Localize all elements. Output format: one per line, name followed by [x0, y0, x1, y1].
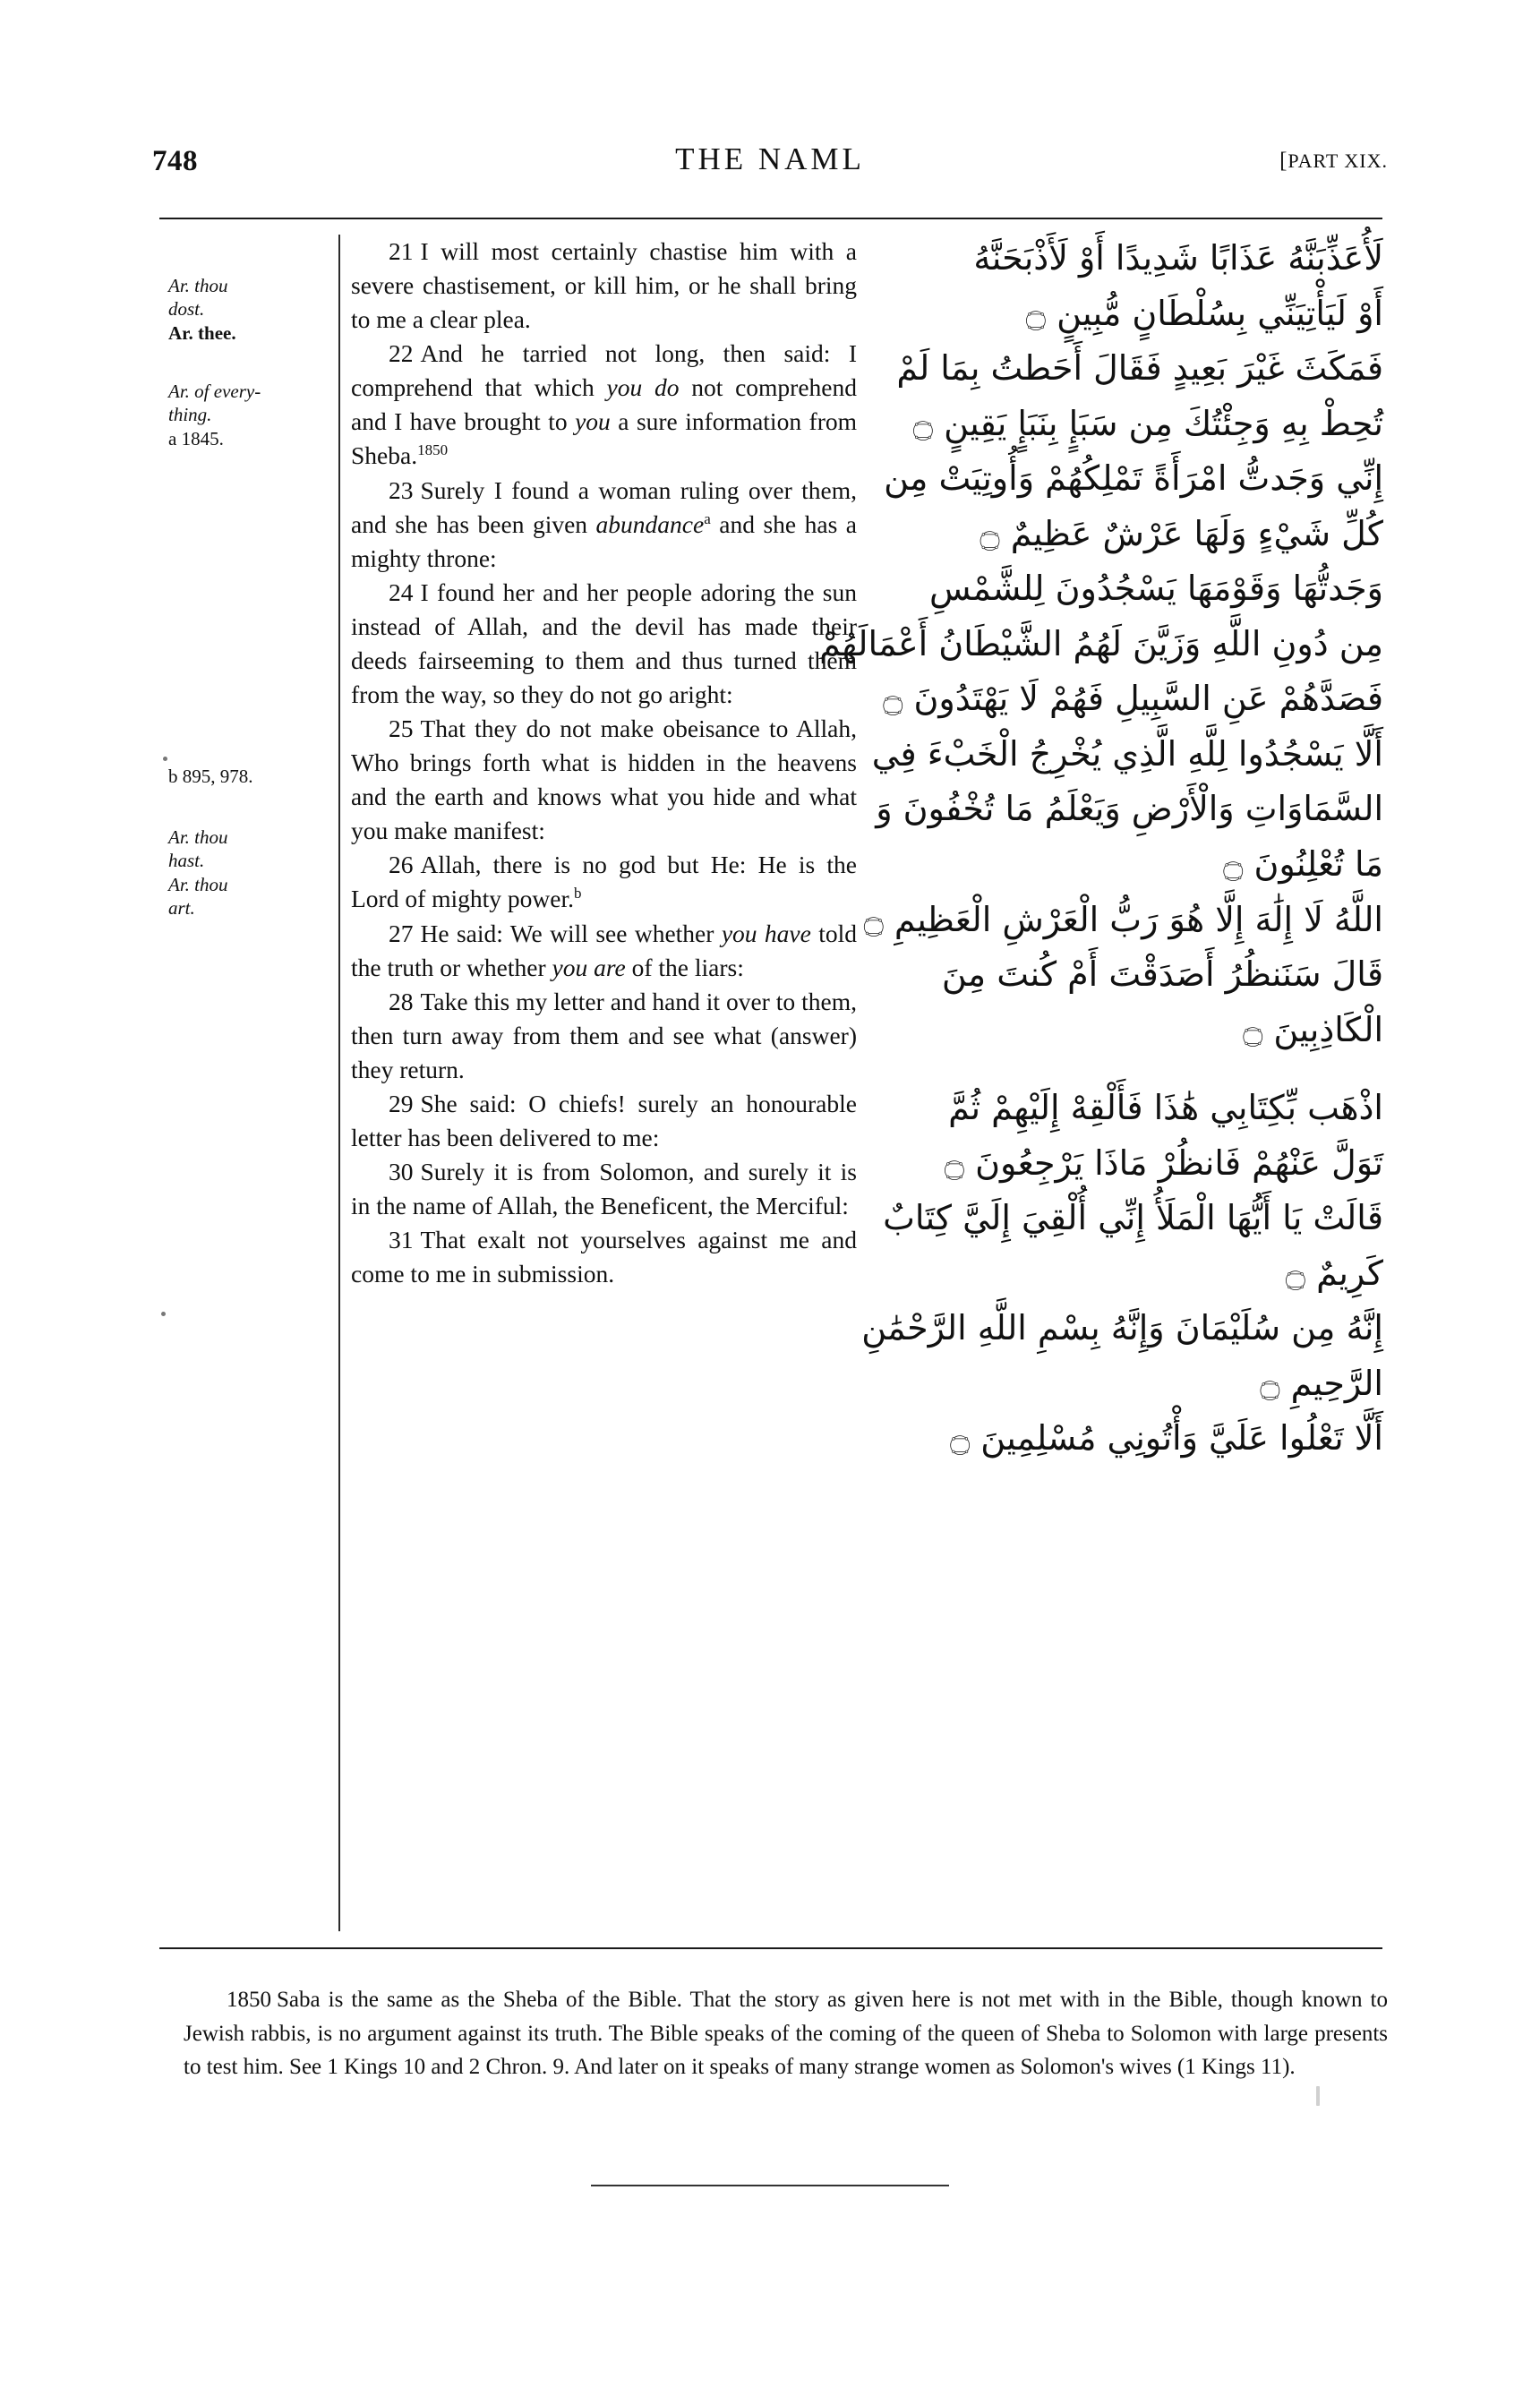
part-label: [1279, 149, 1388, 174]
verse-26: 26 Allah, there is no god but He: He is the Lord of mighty power.$^b$: [351, 851, 857, 913]
verse-number: 26: [389, 851, 414, 879]
page-number: 748: [152, 145, 198, 177]
arabic-line: فَصَدَّهُمْ عَنِ السَّبِيلِ فَهُمْ لَا يَهْتَدُونَ ۝: [883, 679, 1383, 719]
page-bottom-rule: [591, 2185, 949, 2186]
page-header: [152, 134, 1388, 188]
verse-number: 21: [389, 237, 414, 265]
verse-27: 27 He said: We will see whether you have told the truth or whether you are of the liars:: [351, 919, 858, 981]
verse-number: 28: [389, 987, 414, 1015]
verse-number: 25: [389, 714, 414, 743]
sidenote-line: dost.: [168, 298, 205, 321]
verse-31: 31 That exalt not yourselves against me and come to me in submission.: [351, 1226, 857, 1288]
arabic-line-gap: [864, 1057, 1383, 1081]
arabic-line: تَوَلَّ عَنْهُمْ فَانظُرْ مَاذَا يَرْجِعُونَ ۝: [944, 1142, 1383, 1183]
arabic-text-column: [819, 231, 1383, 1467]
verse-number: 31: [389, 1226, 414, 1254]
arabic-line: أَوْ لَيَأْتِيَنِّي بِسُلْطَانٍ مُّبِينٍ ۝: [1025, 293, 1383, 333]
sidenote-thou-dost: [168, 274, 329, 345]
footnote-rule: [159, 1947, 1382, 1949]
arabic-line: قَالَ سَنَنظُرُ أَصَدَقْتَ أَمْ كُنتَ مِنَ: [941, 954, 1383, 995]
part-label-bracket: [: [1279, 149, 1288, 173]
verse-28: 28 Take this my letter and hand it over to them, then turn away from them and see what (answer) they return.: [351, 987, 857, 1083]
arabic-line: قَالَتْ يَا أَيُّهَا الْمَلَأُ إِنِّي أُلْقِيَ إِلَيَّ كِتَابٌ: [883, 1198, 1383, 1238]
verse-30: 30 Surely it is from Solomon, and surely it is in the name of Allah, the Beneficent, the Merciful:: [351, 1158, 857, 1220]
verse-number: 29: [389, 1089, 414, 1117]
arabic-line: تُحِطْ بِهِ وَجِئْتُكَ مِن سَبَإٍ بِنَبَإٍ يَقِينٍ ۝: [912, 403, 1383, 443]
arabic-line: الرَّحِيمِ ۝: [1260, 1363, 1383, 1403]
part-label-text: PART XIX.: [1288, 150, 1388, 172]
arabic-line: مَا تُعْلِنُونَ ۝: [1223, 844, 1383, 885]
verse-24: 24 I found her and her people adoring the sun instead of Allah, and the devil has made their deeds fairseeming to them and thus turned them from the way, so they do not go aright:: [351, 577, 857, 709]
verse-23: 23 Surely I found a woman ruling over them, and she has been given abundance$^a$ and she has a mighty throne:: [351, 475, 857, 572]
verse-number: 24: [389, 577, 414, 606]
sidenote-line: art.: [168, 896, 195, 919]
footnote-text: [184, 1983, 1388, 2084]
verse-number: 22: [389, 339, 414, 368]
sidenote-line: Ar. thou: [168, 873, 228, 895]
verse-number: 23: [389, 475, 414, 504]
arabic-line: كَرِيمٌ ۝: [1285, 1253, 1383, 1293]
scan-speck: [163, 757, 167, 761]
scan-speck: [161, 1312, 166, 1316]
header-rule: [159, 218, 1382, 219]
sidenote-line: b 895, 978.: [168, 766, 253, 787]
english-text-column: [351, 235, 857, 1291]
footnote-body: Saba is the same as the Sheba of the Bible. That the story as given here is not met with in the Bible, though known to Jewish rabbis, is no argument against its truth. The Bible speaks of the coming of the queen of Sheba to Solomon with large presents to test him. See 1 Kings 10 and 2 Chron. 9. And later on it speaks of many strange women as Solomon's wives (1 Kings 11).: [184, 1988, 1388, 2079]
arabic-line: أَلَّا يَسْجُدُوا لِلَّهِ الَّذِي يُخْرِجُ الْخَبْءَ فِي: [871, 733, 1383, 774]
arabic-line: فَمَكَثَ غَيْرَ بَعِيدٍ فَقَالَ أَحَطتُ بِمَا لَمْ: [896, 348, 1383, 389]
sidenote-refs: [168, 765, 329, 788]
arabic-line: إِنِّي وَجَدتُّ امْرَأَةً تَمْلِكُهُمْ وَأُوتِيَتْ مِن: [884, 458, 1383, 499]
verse-number: 27: [389, 919, 414, 947]
arabic-line: مِن دُونِ اللَّهِ وَزَيَّنَ لَهُمُ الشَّيْطَانُ أَعْمَالَهُمْ: [819, 623, 1383, 663]
sidenote-thou-hast: [168, 826, 329, 920]
verse-29: 29 She said: O chiefs! surely an honourable letter has been delivered to me:: [351, 1089, 857, 1152]
arabic-line: لَأُعَذِّبَنَّهُ عَذَابًا شَدِيدًا أَوْ لَأَذْبَحَنَّهُ: [973, 238, 1383, 278]
sidenote-line: thing.: [168, 404, 212, 426]
sidenote-line: Ar. of every-: [168, 381, 261, 402]
verse-number: 30: [389, 1158, 414, 1186]
footnote-number: 1850: [227, 1988, 271, 2012]
arabic-line: الْكَاذِبِينَ ۝: [1243, 1009, 1383, 1049]
sidenote-line: Ar. thou: [168, 826, 228, 848]
arabic-line: وَجَدتُّهَا وَقَوْمَهَا يَسْجُدُونَ لِلشَّمْسِ: [929, 569, 1383, 609]
arabic-line: أَلَّا تَعْلُوا عَلَيَّ وَأْتُونِي مُسْلِمِينَ ۝: [949, 1418, 1383, 1459]
sidenote-of-everything: [168, 380, 329, 450]
sidenote-line: Ar. thee.: [168, 321, 236, 344]
sidenote-line: a 1845.: [168, 427, 224, 449]
footnote-block: [184, 1983, 1388, 2084]
arabic-line: كُلِّ شَيْءٍ وَلَهَا عَرْشٌ عَظِيمٌ ۝: [980, 513, 1383, 553]
running-title: THE NAML: [675, 141, 865, 176]
arabic-line: السَّمَاوَاتِ وَالْأَرْضِ وَيَعْلَمُ مَا تُخْفُونَ وَ: [876, 789, 1383, 829]
sidenote-line: hast.: [168, 850, 205, 872]
arabic-line: إِنَّهُ مِن سُلَيْمَانَ وَإِنَّهُ بِسْمِ اللَّهِ الرَّحْمَٰنِ: [861, 1308, 1383, 1348]
verse-21: 21 I will most certainly chastise him with a severe chastisement, or kill him, or he shall bring to me a clear plea.: [351, 237, 857, 334]
scan-speck: [1316, 2086, 1320, 2106]
verse-25: 25 That they do not make obeisance to Allah, Who brings forth what is hidden in the heavens and the earth and knows what you hide and what you make manifest:: [351, 714, 857, 845]
column-divider-rule: [338, 235, 340, 1931]
arabic-line: اذْهَب بِّكِتَابِي هَٰذَا فَأَلْقِهْ إِلَيْهِمْ ثُمَّ: [948, 1088, 1383, 1128]
sidenote-line: Ar. thou: [168, 275, 228, 296]
verse-22: 22 And he tarried not long, then said: I comprehend that which you do not comprehend and I have brought to you a sure information from Sheba.$^{1850}$: [351, 339, 857, 470]
arabic-line: اللَّهُ لَا إِلَٰهَ إِلَّا هُوَ رَبُّ الْعَرْشِ الْعَظِيمِ ۝: [863, 899, 1383, 939]
